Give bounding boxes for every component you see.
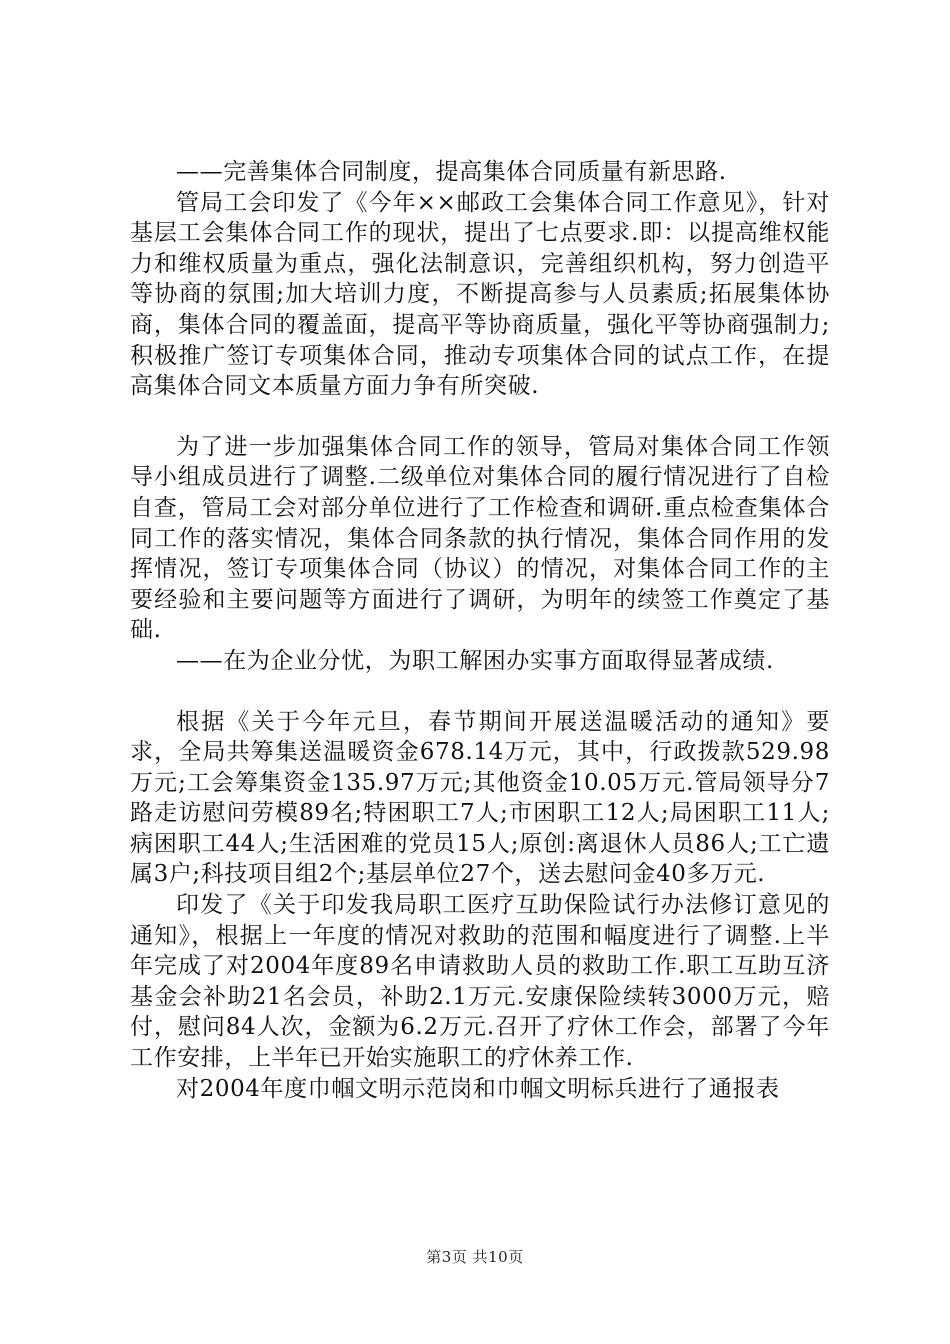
document-body (130, 157, 830, 1104)
page-number-footer: 第3页 共10页 (426, 1248, 524, 1266)
section-heading-contract: ——完善集体合同制度，提高集体合同质量有新思路. (176, 159, 727, 185)
paragraph: 管局工会印发了《今年××邮政工会集体合同工作意见》，针对基层工会集体合同工作的现状，提出了七点要求.即：以提高维权能力和维权质量为重点，强化法制意识，完善组织机构，努力创造平等协商的氛围;加大培训力度，不断提高参与人员素质;拓展集体协商，集体合同的覆盖面，提高平等协商质量，强化平等协商强制力;积极推广签订专项集体合同，推动专项集体合同的试点工作，在提高集体合同文本质量方面力争有所突破. (130, 189, 830, 400)
section-heading-welfare: ——在为企业分忧，为职工解困办实事方面取得显著成绩. (176, 647, 774, 674)
paragraph: 根据《关于今年元旦，春节期间开展送温暖活动的通知》要求，全局共筹集送温暖资金678.14万元，其中，行政拨款529.98万元;工会筹集资金135.97万元;其他资金10.05万元.管局领导分7路走访慰问劳模89名;特困职工7人;市困职工12人;局困职工11人;病困职工44人;生活困难的党员15人;原创:离退休人员86人;工亡遗属3户;科技项目组2个;基层单位27个，送去慰问金40多万元. (130, 708, 830, 888)
paragraph: 印发了《关于印发我局职工医疗互助保险试行办法修订意见的通知》，根据上一年度的情况对救助的范围和幅度进行了调整.上半年完成了对2004年度89名申请救助人员的救助工作.职工互助互济基金会补助21名会员，补助2.1万元.安康保险续转3000万元，赔付，慰问84人次，金额为6.2万元.召开了疗休工作会，部署了今年工作安排，上半年已开始实施职工的疗休养工作. (130, 892, 830, 1072)
paragraph: 对2004年度巾帼文明示范岗和巾帼文明标兵进行了通报表 (176, 1075, 780, 1102)
paragraph: 为了进一步加强集体合同工作的领导，管局对集体合同工作领导小组成员进行了调整.二级单位对集体合同的履行情况进行了自检自查，管局工会对部分单位进行了工作检查和调研.重点检查集体合同工作的落实情况，集体合同条款的执行情况，集体合同作用的发挥情况，签订专项集体合同（协议）的情况，对集体合同工作的主要经验和主要问题等方面进行了调研，为明年的续签工作奠定了基础. (130, 433, 830, 644)
